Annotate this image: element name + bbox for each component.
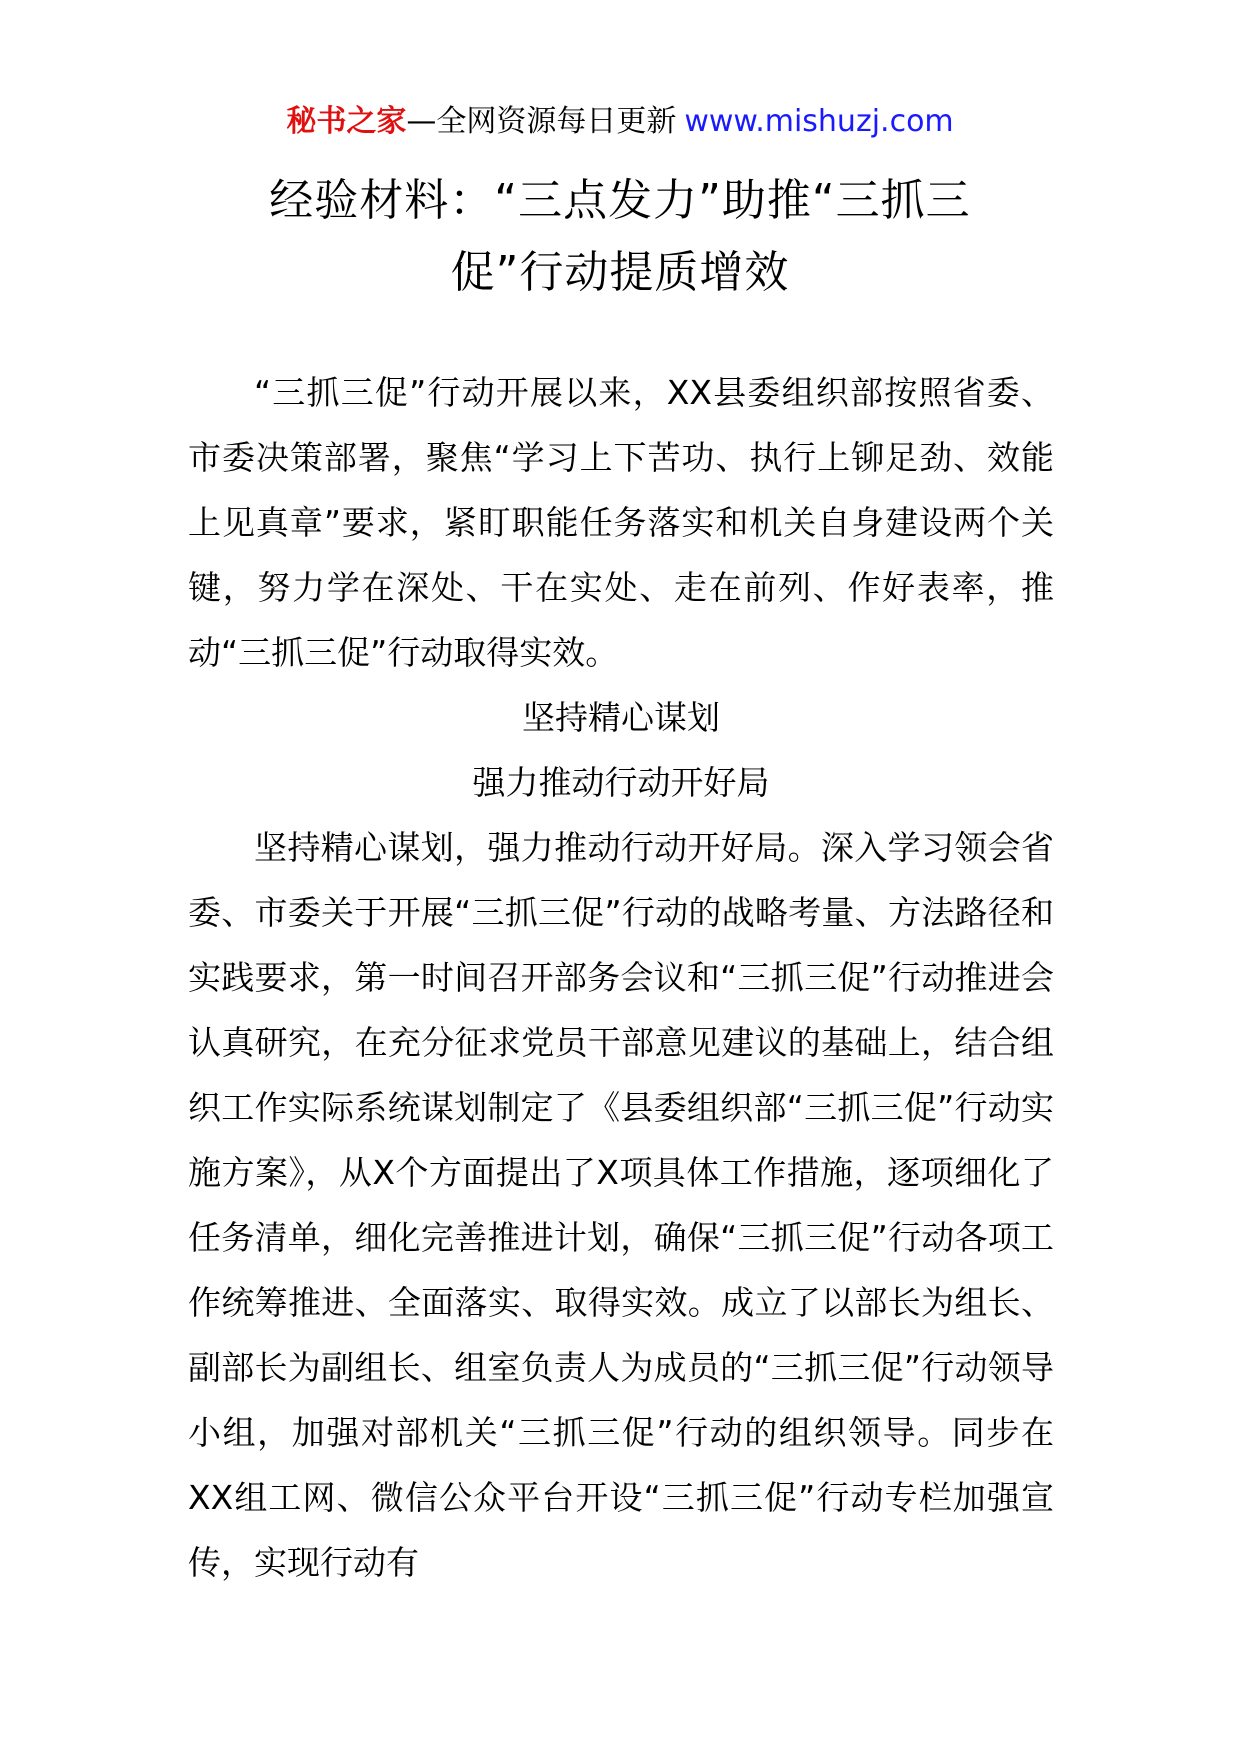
site-tagline: —全网资源每日更新 (406, 104, 677, 139)
title-line-2: 促”行动提质增效 (450, 247, 790, 298)
document-body (188, 360, 1054, 1595)
title-line-1: 经验材料：“三点发力”助推“三抓三 (269, 175, 971, 226)
site-url-link[interactable]: www.mishuzj.com (684, 104, 954, 139)
section-heading-line-1: 坚持精心谋划 (522, 698, 720, 737)
site-brand: 秘书之家 (286, 104, 407, 139)
section-paragraph: 坚持精心谋划，强力推动行动开好局。深入学习领会省委、市委关于开展“三抓三促”行动的战略考量、方法路径和实践要求，第一时间召开部务会议和“三抓三促”行动推进会认真研究，在充分征求党员干部意见建议的基础上，结合组织工作实际系统谋划制定了《县委组织部“三抓三促”行动实施方案》，从X个方面提出了X项具体工作措施，逐项细化了任务清单，细化完善推进计划，确保“三抓三促”行动各项工作统筹推进、全面落实、取得实效。成立了以部长为组长、副部长为副组长、组室负责人为成员的“三抓三促”行动领导小组，加强对部机关“三抓三促”行动的组织领导。同步在XX组工网、微信公众平台开设“三抓三促”行动专栏加强宣传，实现行动有 (188, 828, 1054, 1582)
intro-paragraph: “三抓三促”行动开展以来，XX县委组织部按照省委、市委决策部署，聚焦“学习上下苦功、执行上铆足劲、效能上见真章”要求，紧盯职能任务落实和机关自身建设两个关键，努力学在深处、干在实处、走在前列、作好表率，推动“三抓三促”行动取得实效。 (188, 373, 1054, 672)
document-title (200, 165, 1040, 309)
section-heading-line-2: 强力推动行动开好局 (472, 763, 770, 802)
site-header (0, 100, 1240, 144)
